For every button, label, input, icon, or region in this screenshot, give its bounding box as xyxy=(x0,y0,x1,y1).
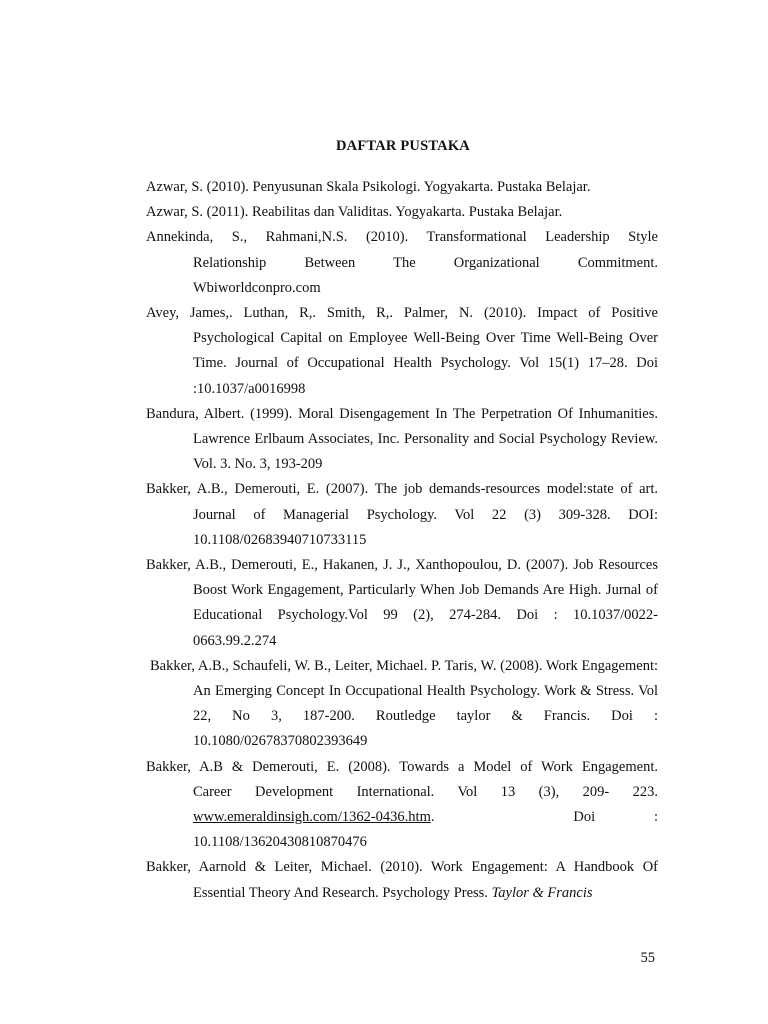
reference-bakker-2008a: Bakker, A.B., Schaufeli, W. B., Leiter, Michael. P. Taris, W. (2008). Work Engagement: An Emerging Concept In Occupational Health Psychology. Work & Stress. Vol 22, No 3, 187-200. Routledge taylor & Francis. Doi : 10.1080/02678370802393649 xyxy=(150,657,658,750)
reference-link-line xyxy=(193,805,658,830)
reference-doi-label: Doi xyxy=(573,809,596,826)
reference-url-link[interactable]: www.emeraldinsigh.com/1362-0436.htm xyxy=(193,809,431,826)
reference-bakker-2007a: Bakker, A.B., Demerouti, E. (2007). The job demands-resources model:state of art. Journal of Managerial Psychology. Vol 22 (3) 309-328. DOI: 10.1108/02683940710733115 xyxy=(146,481,658,548)
reference-line: Annekinda, S., Rahmani,N.S. (2010). Transformational Leadership Style xyxy=(146,229,658,246)
reference-avey-2010: Avey, James,. Luthan, R,. Smith, R,. Palmer, N. (2010). Impact of Positive Psychological Capital on Employee Well-Being Over Time Well-Being Over Time. Journal of Occupational Health Psychology. Vol 15(1) 17–28. Doi :10.1037/a0016998 xyxy=(146,305,658,397)
reference-publisher: Taylor & Francis xyxy=(491,884,593,901)
reference-azwar-2011: Azwar, S. (2011). Reabilitas dan Validitas. Yogyakarta. Pustaka Belajar. xyxy=(146,204,563,221)
reference-bakker-2008b xyxy=(146,755,658,856)
reference-bandura-1999: Bandura, Albert. (1999). Moral Disengagement In The Perpetration Of Inhumanities. Lawrence Erlbaum Associates, Inc. Personality and Social Psychology Review. Vol. 3. No. 3, 193-209 xyxy=(146,405,658,473)
reference-url-period: . xyxy=(430,809,435,826)
page-number: 55 xyxy=(640,950,655,966)
reference-list xyxy=(146,175,658,906)
reference-line: Wbiworldconpro.com xyxy=(193,279,321,296)
reference-bakker-2010 xyxy=(146,855,658,905)
reference-annekinda-2010 xyxy=(146,225,658,301)
reference-text: Bakker, Aarnold & Leiter, Michael. (2010). Work Engagement: A Handbook Of Essential Theory And Research. Psychology Press. xyxy=(146,859,658,901)
reference-line: Bakker, A.B & Demerouti, E. (2008). Towards a Model of Work Engagement. xyxy=(146,758,658,775)
reference-azwar-2010: Azwar, S. (2010). Penyusunan Skala Psikologi. Yogyakarta. Pustaka Belajar. xyxy=(146,179,591,195)
reference-line: Career Development International. Vol 13 (3), 209- 223. xyxy=(193,783,658,800)
reference-doi-colon: : xyxy=(653,809,658,826)
reference-url-group xyxy=(193,805,435,830)
reference-line: Relationship Between The Organizational Commitment. xyxy=(193,254,658,271)
page-title: DAFTAR PUSTAKA xyxy=(336,138,470,154)
reference-line: 10.1108/13620430810870476 xyxy=(193,834,367,851)
reference-bakker-2007b: Bakker, A.B., Demerouti, E., Hakanen, J. J., Xanthopoulou, D. (2007). Job Resources Boost Work Engagement, Particularly When Job Demands Are High. Jurnal of Educational Psychology.Vol 99 (2), 274-284. Doi : 10.1037/0022-0663.99.2.274 xyxy=(146,557,658,649)
